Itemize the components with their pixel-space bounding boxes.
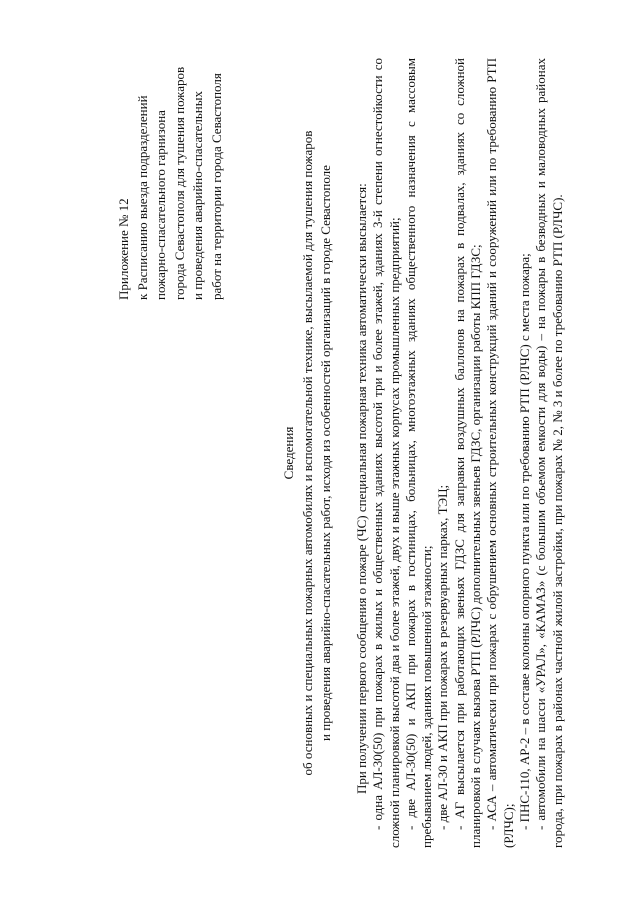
list-item: - автомобили на шасси «УРАЛ», «КАМАЗ» (с большим объемом емкости для воды) – на пожары в безводных и маловодных районах города, при пожарах в районах частной жилой застройки, при пожарах № 2, № 3 и более по требованию РТП (РЛЧС).: [533, 57, 565, 848]
list-item: - ПНС-110, АР-2 – в составе колонны опорного пункта или по требованию РТП (РЛЧС) с места пожара;: [516, 252, 532, 830]
appendix-header: [115, 0, 226, 300]
list-item: - две АЛ-30 и АКП при пожарах в резервуарных парках, ТЭЦ;: [435, 484, 451, 830]
appendix-line: Приложение № 12: [116, 197, 131, 300]
list-item: - одна АЛ-30(50) при пожарах в жилых и общественных зданиях высотой три и более этажей, зданиях 3-й степени огнестойкости со сложной планировкой высотой два и более этажей, двух и выше этажных корпусах промышленных предприятий;: [370, 57, 402, 848]
title-heading: Сведения: [281, 426, 296, 479]
appendix-line: и проведения аварийно-спасательных: [190, 90, 205, 300]
title-line: и проведения аварийно-спасательных работ, исходя из особенностей организаций в городе Севастополе: [318, 164, 333, 741]
list-item: - АГ высылается при работающих звеньях ГДЗС для заправки воздушных баллонов на пожарах в подвалах, зданиях со сложной планировкой в случаях вызова РТП (РЛЧС) дополнительных звеньев ГДЗС, организации работы КПП ГДЗС;: [451, 57, 484, 848]
appendix-line: к Расписанию выезда подразделений: [134, 94, 150, 300]
intro-paragraph: При получении первого сообщения о пожаре (ЧС) специальная пожарная техника автоматически высылается:: [354, 182, 369, 794]
rotated-document-page: [55, 58, 575, 848]
appendix-line: города Севастополя для тушения пожаров: [171, 66, 187, 300]
title-line: об основных и специальных пожарных автомобилях и вспомогательной технике, высылаемой для тушения пожаров: [299, 130, 315, 775]
document-body: [354, 58, 566, 848]
document-title: [280, 58, 336, 848]
appendix-line: пожарно-спасательного гарнизона: [153, 109, 168, 300]
appendix-line: работ на территории города Севастополя: [208, 72, 224, 300]
list-item: - две АЛ-30(50) и АКП при пожарах в гостиницах, больницах, многоэтажных зданиях общественного назначения с массовым пребыванием людей, зданиях повышенной этажности;: [402, 57, 435, 848]
list-item: - АСА – автоматически при пожарах с обрушением основных строительных конструкций зданий и сооружений или по требованию РТП (РЛЧС);: [484, 57, 516, 848]
